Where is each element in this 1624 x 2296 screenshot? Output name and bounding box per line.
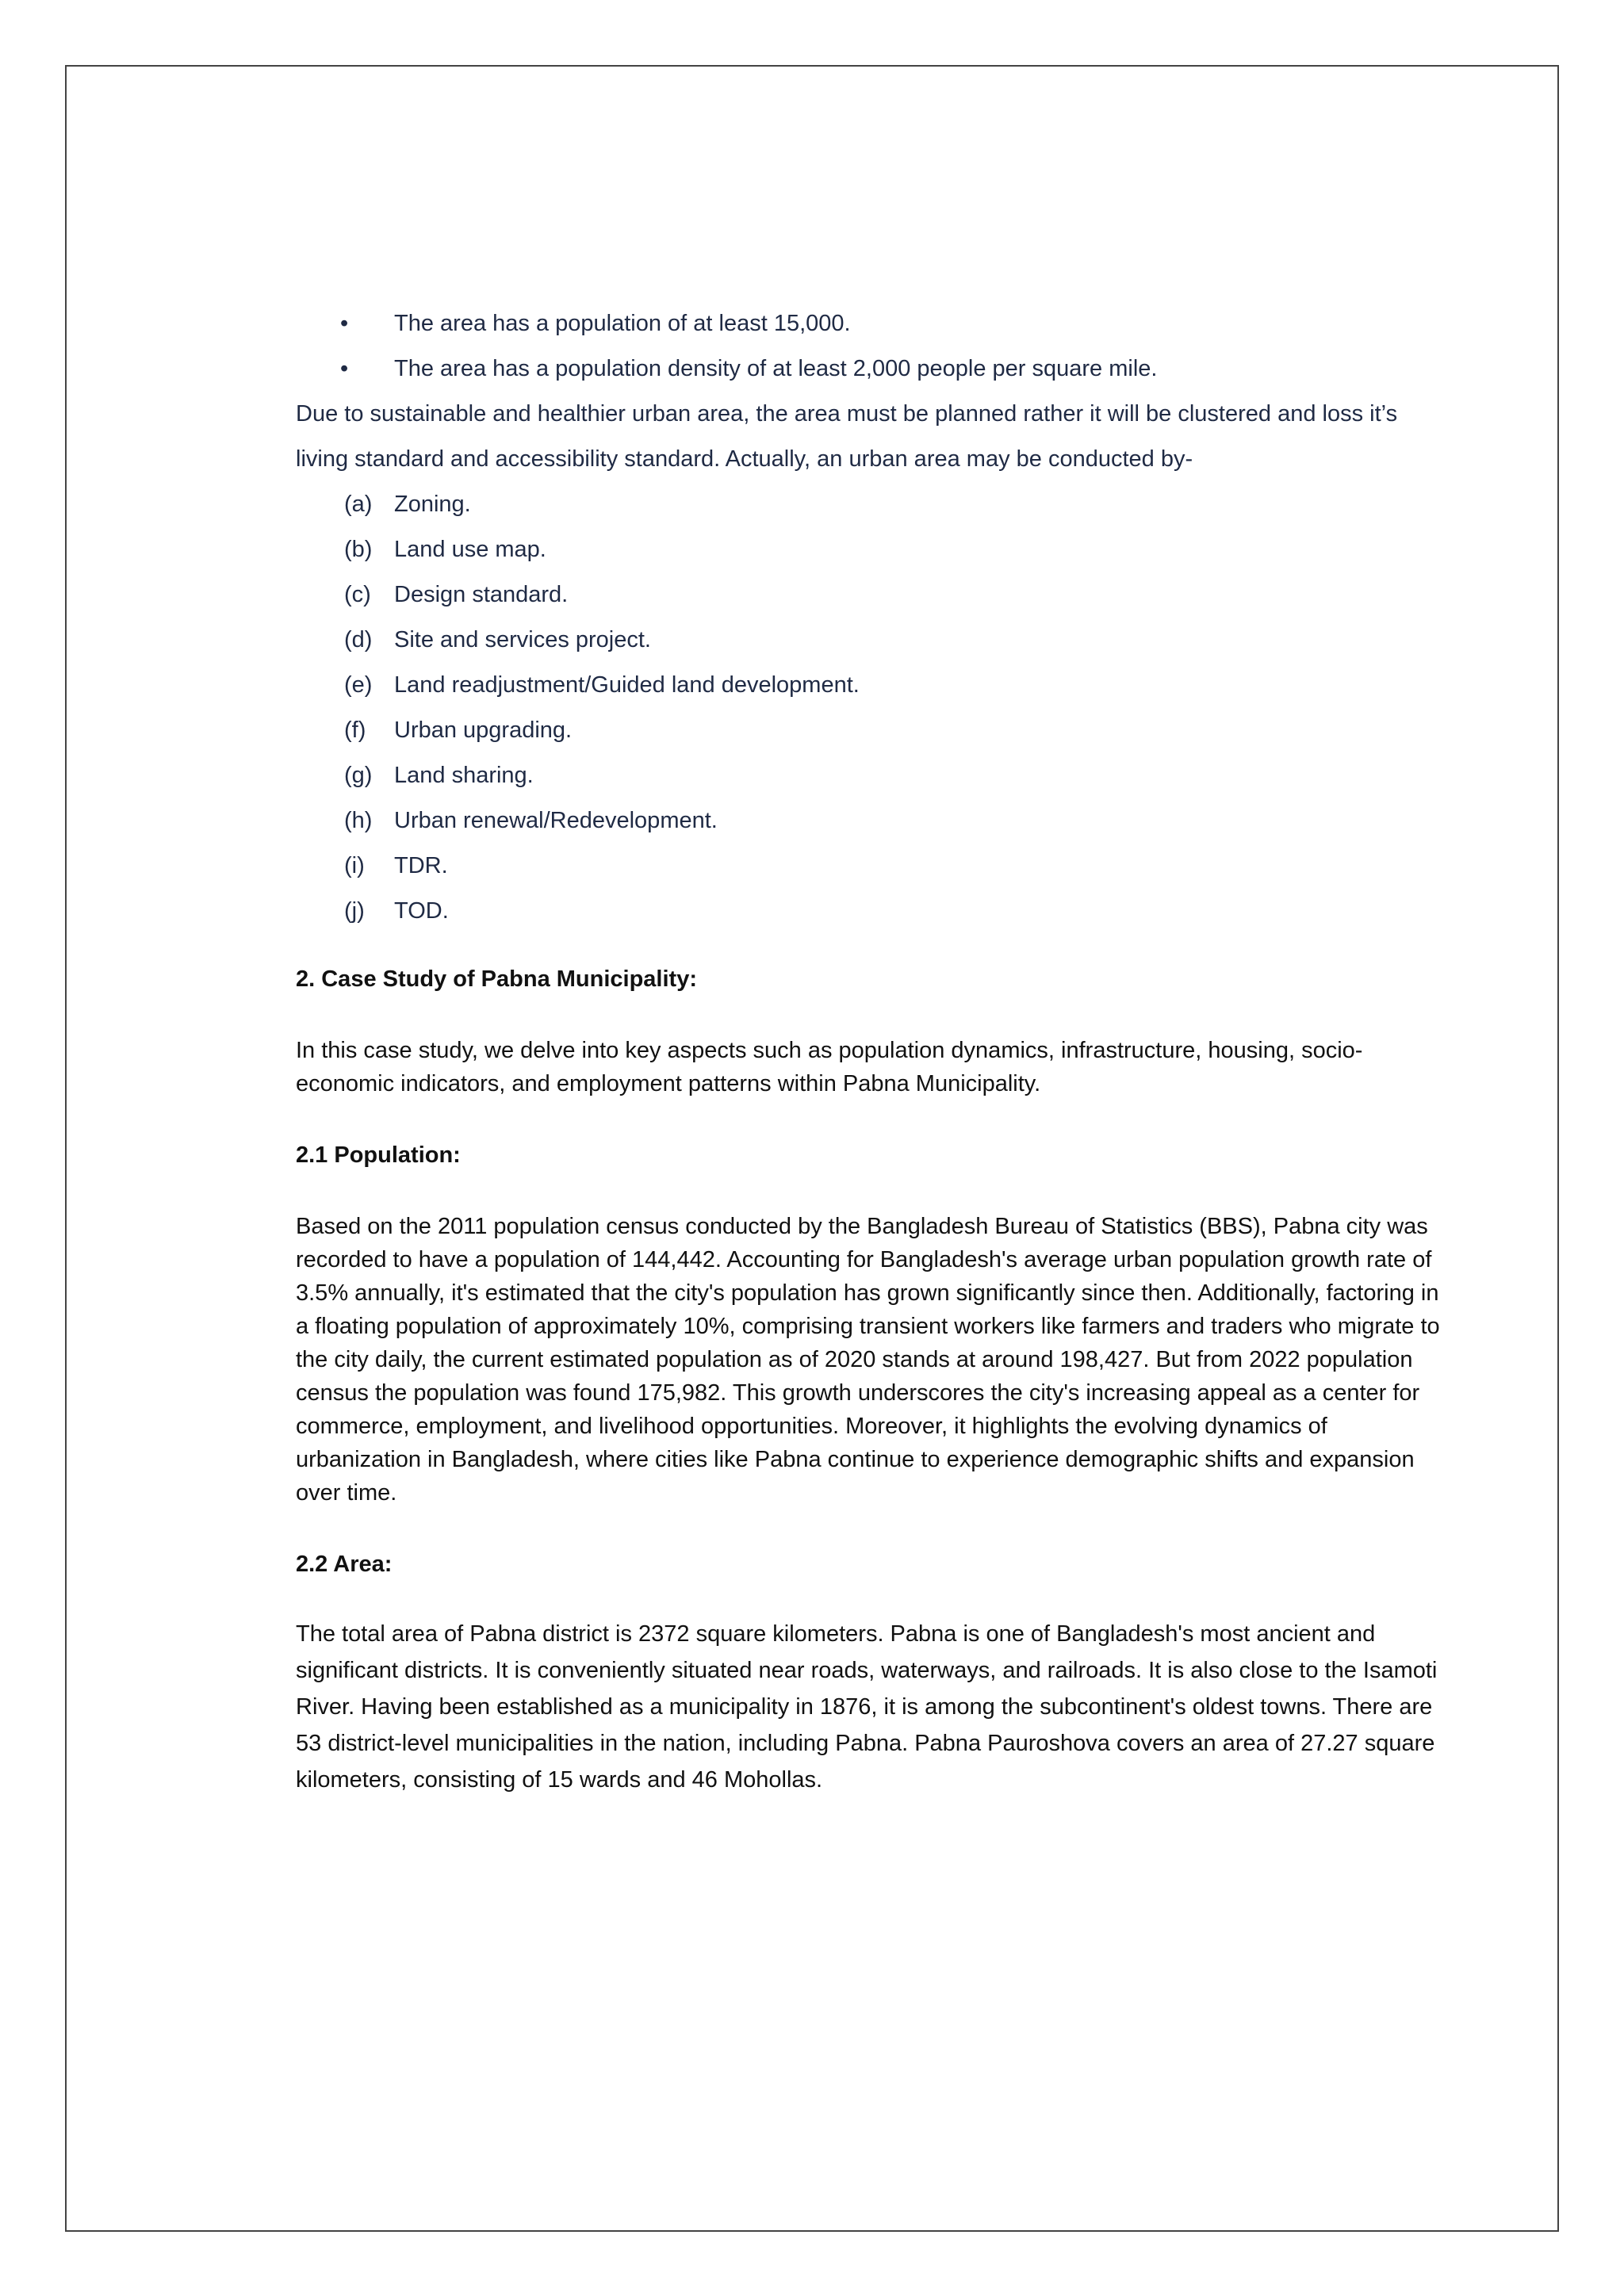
bullet-text: The area has a population density of at least 2,000 people per square mile.: [394, 356, 1158, 381]
method-item: [296, 527, 1454, 572]
method-text: Urban renewal/Redevelopment.: [394, 808, 718, 833]
method-marker: (f): [344, 718, 366, 743]
method-text: Site and services project.: [394, 627, 651, 652]
method-text: Zoning.: [394, 492, 471, 517]
intro-paragraph: Due to sustainable and healthier urban area, the area must be planned rather it will be clustered and loss it’s living standard and accessibility standard. Actually, an urban area may be conducted by-: [296, 401, 1398, 472]
section-2-2-heading: 2.2 Area:: [296, 1552, 393, 1577]
document-body: [296, 301, 1454, 1798]
method-text: Urban upgrading.: [394, 718, 573, 743]
method-item: [296, 618, 1454, 663]
bullet-item: [296, 301, 1454, 346]
method-marker: (a): [344, 492, 373, 517]
method-text: TOD.: [394, 898, 449, 924]
method-item: [296, 708, 1454, 753]
method-marker: (h): [344, 808, 373, 833]
method-item: [296, 844, 1454, 889]
method-text: Land use map.: [394, 537, 546, 562]
method-item: [296, 482, 1454, 527]
bullet-icon: •: [340, 356, 349, 381]
bullet-item: [296, 346, 1454, 392]
method-marker: (e): [344, 672, 373, 698]
methods-list: [296, 482, 1454, 934]
criteria-bullet-list: [296, 301, 1454, 392]
method-item: [296, 889, 1454, 934]
method-marker: (i): [344, 853, 365, 878]
method-text: Land sharing.: [394, 763, 534, 788]
section-2-heading: 2. Case Study of Pabna Municipality:: [296, 966, 697, 992]
method-text: Design standard.: [394, 582, 569, 607]
method-text: TDR.: [394, 853, 448, 878]
bullet-text: The area has a population of at least 15,000.: [394, 311, 851, 336]
method-item: [296, 572, 1454, 618]
method-marker: (b): [344, 537, 373, 562]
section-2-1-paragraph: Based on the 2011 population census conducted by the Bangladesh Bureau of Statistics (BBS), Pabna city was recorded to have a population of 144,442. Accounting for Bangladesh's average urban population growth rate of 3.5% annually, it's estimated that the city's population has grown significantly since then. Additionally, factoring in a floating population of approximately 10%, comprising transient workers like farmers and traders who migrate to the city daily, the current estimated population as of 2020 stands at around 198,427. But from 2022 population census the population was found 175,982. This growth underscores the city's increasing appeal as a center for commerce, employment, and livelihood opportunities. Moreover, it highlights the evolving dynamics of urbanization in Bangladesh, where cities like Pabna continue to experience demographic shifts and expansion over time.: [296, 1214, 1440, 1506]
section-2-2-paragraph: The total area of Pabna district is 2372 square kilometers. Pabna is one of Bangladesh's most ancient and significant districts. It is conveniently situated near roads, waterways, and railroads. It is also close to the Isamoti River. Having been established as a municipality in 1876, it is among the subcontinent's oldest towns. There are 53 district-level municipalities in the nation, including Pabna. Pabna Pauroshova covers an area of 27.27 square kilometers, consisting of 15 wards and 46 Mohollas.: [296, 1621, 1438, 1793]
method-marker: (c): [344, 582, 371, 607]
method-item: [296, 798, 1454, 844]
section-2-1-heading: 2.1 Population:: [296, 1142, 461, 1168]
method-marker: (d): [344, 627, 373, 652]
method-item: [296, 753, 1454, 798]
method-item: [296, 663, 1454, 708]
method-marker: (g): [344, 763, 373, 788]
method-marker: (j): [344, 898, 365, 924]
section-2-paragraph: In this case study, we delve into key aspects such as population dynamics, infrastructure, housing, socio-economic indicators, and employment patterns within Pabna Municipality.: [296, 1038, 1363, 1096]
bullet-icon: •: [340, 311, 349, 336]
method-text: Land readjustment/Guided land development.: [394, 672, 860, 698]
